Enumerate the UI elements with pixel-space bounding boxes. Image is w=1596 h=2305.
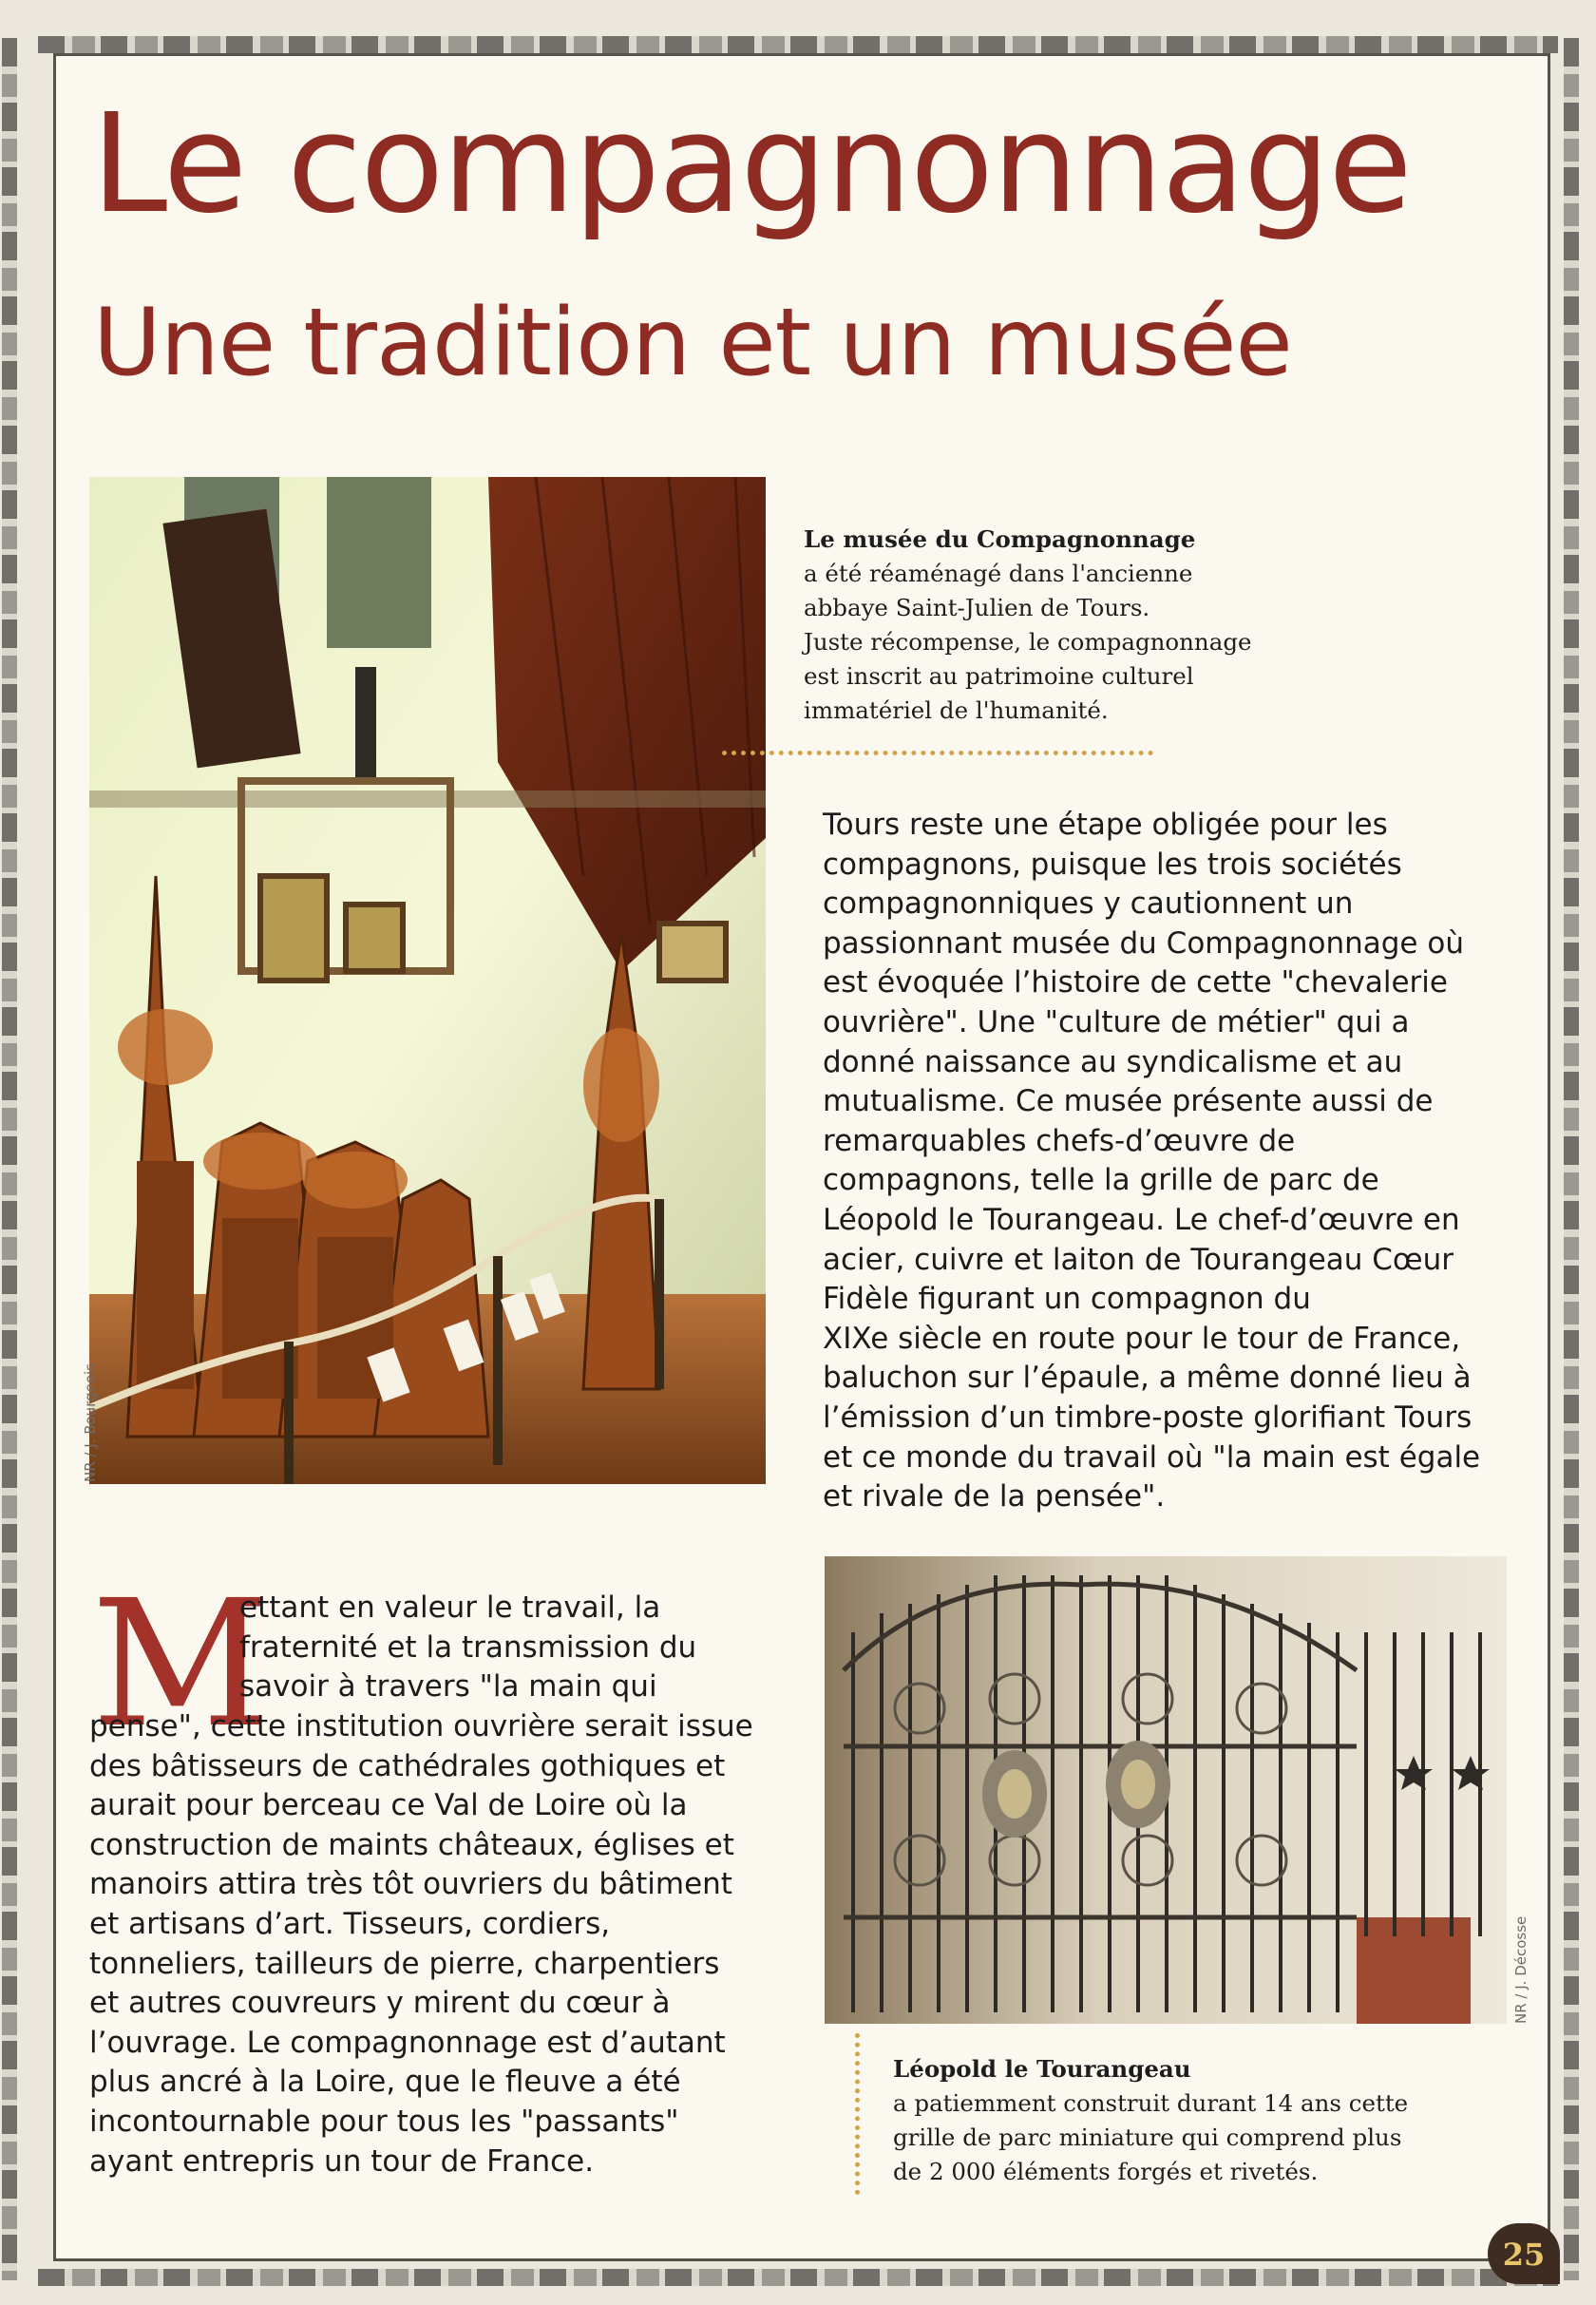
- article-line: Fidèle figurant un compagnon du: [823, 1282, 1311, 1317]
- article-line: mutualisme. Ce musée présente aussi de: [823, 1084, 1434, 1119]
- chain-border-right: [1564, 38, 1579, 2280]
- gate-caption: [893, 2052, 1501, 2189]
- article-line: ettant en valeur le travail, la: [239, 1591, 661, 1625]
- dotted-separator-vertical: [855, 2033, 860, 2195]
- article-line: et rivale de la pensée".: [823, 1479, 1166, 1514]
- article-line: passionnant musée du Compagnonnage où: [823, 925, 1464, 961]
- article-line: tonneliers, tailleurs de pierre, charpentiers: [89, 1946, 720, 1981]
- article-line: compagnonniques y cautionnent un: [823, 886, 1354, 922]
- museum-caption-line: abbaye Saint-Julien de Tours.: [804, 594, 1150, 621]
- chain-border-top: [38, 36, 1558, 53]
- article-line: manoirs attira très tôt ouvriers du bâtiment: [89, 1867, 732, 1902]
- article-right: [823, 806, 1507, 1517]
- museum-caption-line: immatériel de l'humanité.: [804, 696, 1109, 724]
- dotted-separator: [722, 751, 1153, 755]
- page-number: 25: [1488, 2223, 1560, 2284]
- article-line: fraternité et la transmission du: [239, 1629, 697, 1665]
- article-left-indented: [239, 1589, 771, 1707]
- article-line: des bâtisseurs de cathédrales gothiques et: [89, 1748, 726, 1783]
- gate-caption-line: de 2 000 éléments forgés et rivetés.: [893, 2158, 1319, 2185]
- museum-caption-line: Juste récompense, le compagnonnage: [804, 628, 1252, 656]
- article-line: pense", cette institution ouvrière serait issue: [89, 1709, 753, 1743]
- article-line: plus ancré à la Loire, que le fleuve a été: [89, 2065, 681, 2100]
- article-line: donné naissance au syndicalisme et au: [823, 1044, 1403, 1079]
- museum-caption-title: Le musée du Compagnonnage: [804, 525, 1196, 553]
- article-line: et artisans d’art. Tisseurs, cordiers,: [89, 1906, 611, 1941]
- gate-photo-credit: NR / J. Décosse: [1512, 1915, 1530, 2024]
- page-title: Le compagnonnage: [91, 84, 1411, 243]
- museum-caption-line: est inscrit au patrimoine culturel: [804, 662, 1194, 690]
- article-line: et autres couvreurs y mirent du cœur à: [89, 1986, 671, 2021]
- article-line: construction de maints châteaux, églises et: [89, 1827, 734, 1862]
- gate-caption-line: a patiemment construit durant 14 ans cette: [893, 2089, 1409, 2117]
- article-line: l’ouvrage. Le compagnonnage est d’autant: [89, 2025, 726, 2060]
- article-line: remarquables chefs-d’œuvre de: [823, 1123, 1296, 1158]
- article-line: XIXe siècle en route pour le tour de France,: [823, 1321, 1461, 1356]
- page-subtitle: Une tradition et un musée: [93, 289, 1292, 397]
- article-line: incontournable pour tous les "passants": [89, 2104, 679, 2139]
- dropcap: M: [91, 1563, 271, 1766]
- article-line: et ce monde du travail où "la main est égale: [823, 1439, 1481, 1475]
- article-line: compagnons, telle la grille de parc de: [823, 1163, 1379, 1198]
- article-line: savoir à travers "la main qui: [239, 1669, 657, 1705]
- museum-photo: [89, 477, 766, 1484]
- gate-photo: [825, 1556, 1507, 2024]
- museum-caption: [804, 523, 1298, 728]
- article-line: compagnons, puisque les trois sociétés: [823, 847, 1402, 882]
- museum-caption-line: a été réaménagé dans l'ancienne: [804, 560, 1193, 587]
- article-line: l’émission d’un timbre-poste glorifiant Tours: [823, 1400, 1472, 1435]
- article-line: acier, cuivre et laiton de Tourangeau Cœur: [823, 1242, 1454, 1277]
- chain-border-left: [2, 38, 17, 2280]
- article-line: Tours reste une étape obligée pour les: [823, 808, 1388, 842]
- gate-caption-line: grille de parc miniature qui comprend plus: [893, 2124, 1402, 2151]
- article-line: Léopold le Tourangeau. Le chef-d’œuvre en: [823, 1202, 1460, 1237]
- article-left: [89, 1707, 792, 2181]
- museum-photo-credit: NR / J. Bourgeois: [82, 1363, 99, 1482]
- article-line: baluchon sur l’épaule, a même donné lieu à: [823, 1361, 1472, 1396]
- chain-border-bottom: [38, 2269, 1558, 2286]
- article-line: aurait pour berceau ce Val de Loire où la: [89, 1788, 688, 1823]
- article-line: ouvrière". Une "culture de métier" qui a: [823, 1004, 1410, 1039]
- gate-caption-title: Léopold le Tourangeau: [893, 2055, 1191, 2083]
- article-line: est évoquée l’histoire de cette "chevalerie: [823, 965, 1448, 1000]
- article-line: ayant entrepris un tour de France.: [89, 2143, 595, 2179]
